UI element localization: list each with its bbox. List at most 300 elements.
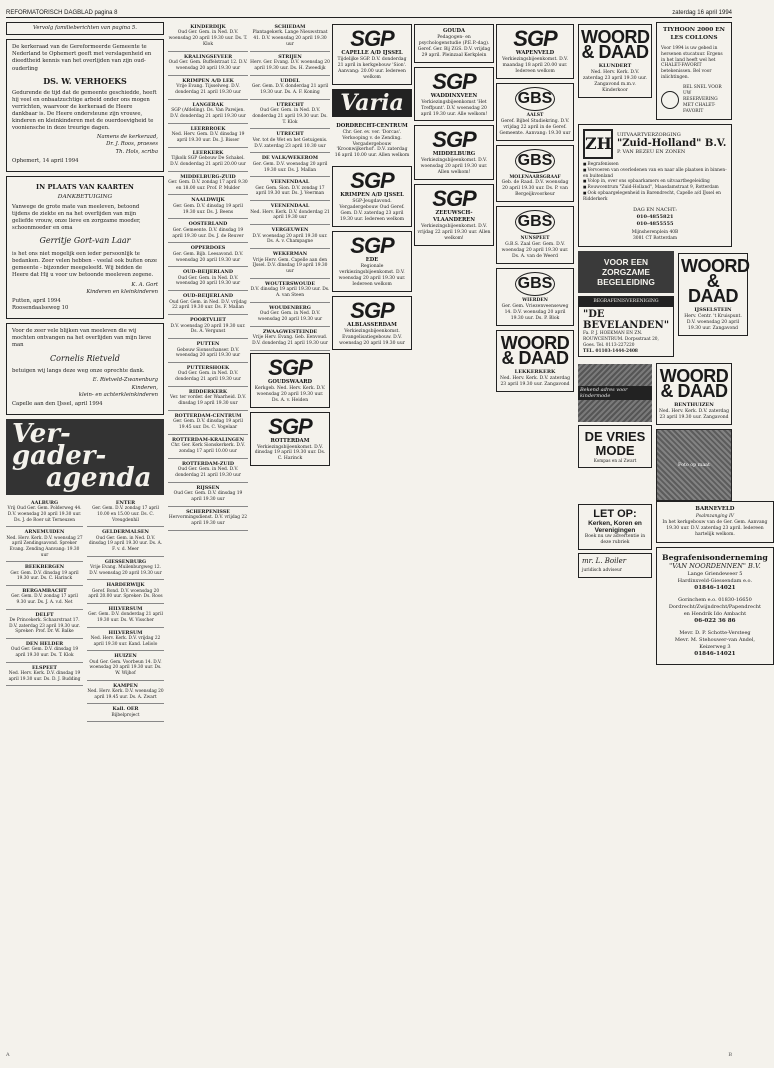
agenda-entry [250, 100, 330, 130]
ad-place: NUNSPEET [520, 236, 550, 242]
ad-body: Tijdelijke SGP. D.V. donderdag 21 april in kerkgebouw 'Sion'. Aanvang: 20.00 uur. Iedereen welkom [337, 56, 407, 80]
entry-place: VERGEUWEN [271, 227, 309, 234]
agenda-entry [250, 76, 330, 100]
ad-place: IJSSELSTEIN [694, 306, 732, 313]
notice-place: Putten, april 1994 Roosendaalseweg 10 [12, 297, 69, 311]
woord-daad-ad [578, 24, 652, 98]
ad-body: Ned. Herv. Kerk. D.V. zaterdag 23 april 19.30 uur. Zangavond m.m.v. Kinderkoor [583, 69, 647, 93]
entry-place: OUD-BEIJERLAND [182, 269, 234, 276]
gbs-logo: GBS [515, 149, 555, 173]
sgp-ad [332, 296, 412, 351]
ad-body: Geb. de Raad. D.V. woensdag 20 april 19.30 uur. Ds. P. van Bergeijkvoorkeur [501, 180, 569, 198]
entry-body: Ger. Gem. D.V. dinsdag 19 april 19.30 uur. Ds. J. Beens [173, 203, 243, 215]
agenda-entry [250, 153, 330, 177]
ad-place: BENTHUIZEN [674, 402, 714, 409]
sgp-ad [496, 24, 574, 79]
entry-place: DELFT [35, 611, 54, 618]
agenda-entry [168, 52, 248, 76]
ad-place: KRIMPEN A/D IJSSEL [340, 192, 404, 199]
entry-body: Ger. Gem. D.V. donderdag 21 april 19.30 uur. Ds. A. F. Koning [251, 84, 329, 95]
entry-body: Oud Ger. Gem. in Ned. D.V. woensdag 20 april 19.30 uur. Ds. T. Klok [168, 30, 248, 47]
agenda-entry [168, 219, 248, 243]
entry-place: ENTER [115, 500, 136, 507]
gbs-ad [496, 145, 574, 203]
ad-place: GOUDA [443, 28, 465, 34]
entry-place: KAMPEN [113, 682, 138, 689]
agenda-entry [168, 195, 248, 219]
letop-ad [578, 504, 652, 550]
entry-body: Ger. Gem. D.V. dinsdag 19 april 19.30 uur. Ds. C. Harinck [10, 570, 79, 582]
ad-bar: BEGRAFENISVERENIGING [579, 297, 673, 307]
firm-pre: UITVAARTVERZORGING [617, 131, 681, 138]
entry-body: Ger. Gem. D.V. donderdag 21 april 19.30 uur. Ds. W. Visscher [88, 612, 163, 624]
entry-body: Bijbelproject [111, 712, 140, 718]
letop-title: LET OP: [593, 508, 637, 521]
chalet-logo-icon [661, 91, 679, 109]
dordrecht-notice [332, 120, 412, 163]
addr-6: Mevr. D. P. Schotte-Versteeg [679, 629, 751, 636]
ad-body: Voor 1994 is uw gebed in hersenen stucatuur. Ergens in het land heeft wel het CHALET-FAVORIT betekenissen. Bel voor inlichtingen. [661, 45, 723, 81]
gbs-logo: GBS [515, 210, 555, 234]
ad-place: ROTTERDAM [270, 437, 310, 444]
entry-body: Ger. Gemeente. D.V. dinsdag 19 april 19.30 uur. Ds. J. de Reuver [172, 227, 244, 239]
ad-place: MIDDELBURG [432, 151, 476, 158]
entry-place: LEERKERK [192, 149, 224, 156]
entry-place: ROTTERDAM-ZUID [181, 460, 235, 467]
notice-place: Ophemert, 14 april 1994 [12, 157, 79, 164]
sgp-ad [250, 353, 330, 408]
entry-place: WEKERMAN [272, 251, 308, 258]
agenda-entry [168, 22, 248, 52]
addr-7: Mevr. M. Stehouwer-van Andel, Keizerweg 3 [674, 636, 756, 650]
zuid-holland-ad [578, 124, 732, 247]
service-item: ■ Ook opbaargelegenheid in Barendrecht, Capelle a/d IJssel en Ridderkerk [583, 191, 727, 203]
banner-line-2: gader- [12, 441, 107, 472]
agenda-entry [168, 172, 248, 196]
agenda-entry [87, 704, 164, 722]
agenda-entry [168, 483, 248, 507]
gbs-logo: GBS [515, 272, 555, 296]
agenda-entry [87, 604, 164, 628]
photo-caption: Bekend adres voor kindermode [578, 386, 652, 400]
agenda-entry [87, 557, 164, 581]
agenda-entry [168, 459, 248, 483]
entry-body: Ned. Herv. Kerk. D.V. vrijdag 22 april 19.30 uur. Kand. Leliolo [90, 636, 161, 647]
ad-body: Chr. Ger. ev. ver. 'Dorcas'. Verkooping v. de Zending. Vergadergebouw 'Kroonwijkerhof'. D.V. zaterdag 16 april 10.00 uur. Allen welkom [334, 129, 410, 159]
agenda-entry [168, 267, 248, 291]
entry-body: Ned. Herv. Kerk. D.V. donderdag 21 april 19.30 uur [250, 209, 330, 221]
addr-5: en Hendrik Ido Ambacht [683, 610, 747, 617]
entry-place: RIJSSEN [196, 484, 220, 491]
phone-1: 010-4855821 [636, 213, 674, 220]
sgp-ad [414, 184, 494, 246]
agenda-entry [6, 586, 83, 610]
zh-logo-icon: ZH [583, 129, 613, 159]
entry-body: Chr. Ger. Kerk Sionskerkerk. D.V. zondag 17 april 10.00 uur [171, 443, 245, 455]
entry-body: Ver. ter vorder. der Waarheid. D.V. dinsdag 19 april 19.30 uur [169, 395, 247, 407]
ad-body: ROUWCENTRUM. Dorpsstraat 20, Goes. Tel. 0113-227220 [583, 337, 659, 348]
entry-body: Vrij Oud Ger. Gem. Polderweg 44. D.V. woensdag 20 april 19.30 uur. Ds. J. de Roer uit Terneuzen [7, 506, 82, 523]
column-ads-6 [496, 22, 574, 396]
notice-intro: Voor de zeer vele blijken van meeleven die wij mochten ontvangen na het overlijden van mijn lieve man [12, 328, 152, 349]
agenda-entry [168, 100, 248, 124]
entry-body: Oud Ger. Gem. in Ned. D.V. vrijdag 22 april 19.30 uur. Ds. F. Mallan [169, 299, 247, 311]
ad-body: Verkiezingsbijeenkomst. Evangelisatiegebouw. D.V. woensdag 20 april 19.30 uur [339, 328, 405, 346]
entry-body: SGP (Afdeling). Ds. Van Pareijen. D.V. donderdag 21 april 19.30 uur [170, 108, 246, 119]
notice-name: Cornelis Rietveld [50, 353, 120, 363]
services-list [583, 162, 727, 203]
ad-place: LEKKERKERK [514, 368, 556, 375]
dag-nacht-label: DAG EN NACHT: [633, 206, 677, 213]
entry-place: HILVERSUM [108, 606, 143, 613]
ad-sub: Psalmzanging IV [695, 513, 734, 519]
ad-sub: Fa. P. J. HOEKMAN EN ZN. [583, 331, 643, 337]
agenda-entry [250, 201, 330, 225]
agenda-entry [168, 387, 248, 411]
gbs-logo: GBS [515, 87, 555, 111]
entry-place: GIESSENBURG [104, 558, 147, 565]
ad-title: TIYHOON 2000 EN LES COLLONS [663, 27, 725, 41]
agenda-entry [168, 435, 248, 459]
entry-body: Oud Ger. Gem. in Ned. D.V. donderdag 21 april 19.30 uur [175, 371, 241, 383]
notice-gerritje [6, 176, 164, 319]
entry-place: DE VALK/WEKEROM [261, 155, 319, 162]
letop-body: Boek nu uw advertentie in deze rubriek [584, 534, 646, 546]
entry-place: VEENENDAAL [270, 179, 310, 186]
entry-body: Oud Ger. Gem. D.V. dinsdag 19 april 19.30 uur. Ds. T. Klok [10, 647, 79, 659]
sgp-ad [250, 412, 330, 467]
entry-body: Vrije Herv. Evang. Geb. Eenvoud. D.V. donderdag 21 april 19.30 uur [252, 335, 328, 347]
notice-verhoeks [6, 39, 164, 172]
sgp-logo: SGP [432, 186, 476, 212]
ad-body: Verkiezingsbijeenkomst. D.V. woensdag 20 april 19.30 uur. Allen welkom! [420, 158, 488, 176]
entry-body: Ger. Gem. D.V. zondag 17 april 9.30 en 18.00 uur. Prof. P. Mulder [168, 179, 248, 191]
agenda-entry [250, 52, 330, 76]
phone-2: 010-4855555 [636, 220, 674, 227]
boiler-card [578, 553, 652, 578]
woord-daad-logo: WOORD & DAAD [500, 332, 570, 368]
card-body: juridisch adviseur [582, 568, 622, 574]
entry-body: Plantagekerk. Lange Nieuwstraat 41. D.V. woensdag 20 april 19.30 uur [252, 30, 328, 47]
agenda-entry [6, 562, 83, 586]
entry-place: OPPERDOES [190, 245, 226, 252]
service-item: ■ Vervoeren van overledenen van en naar alle plaatsen in binnen- en buitenland [583, 168, 727, 180]
woord-daad-ad [656, 363, 732, 425]
column-agenda-3 [250, 22, 330, 470]
ad-phone: BEL SNEL VOOR UW RESERVERING MET CHALET-FAVORIT [683, 85, 722, 114]
notice-sign: K. A. Gort Kinderen en kleinkinderen [86, 281, 158, 295]
firm-sub: P. VAN BEZEU EN ZONEN [617, 149, 686, 156]
service-item: ■ Rouwcentrum "Zuid-Holland", Maasdamstraat 9, Rotterdam [583, 185, 727, 191]
entry-place: AALBURG [30, 500, 59, 507]
agenda-entry [250, 225, 330, 249]
entry-body: Ger. Gem. D.V. zondag 17 april 10.00 en 15.00 uur. Ds. C. Vreugdenhil [92, 506, 159, 523]
entry-body: De Princekerk. Schaarstraat 17. D.V. zaterdag 23 april 19.30 uur. Spreker: Prof. Dr. W. Balke [9, 618, 80, 635]
banner-line-1: Ver- [12, 419, 71, 450]
column-ads-7 [578, 22, 768, 665]
woord-daad-logo: WOORD & DAAD [681, 255, 750, 306]
ad-body: Verkiezingsbijeenkomst. D.V. maandag 18 april 20.00 uur. Iedereen welkom [502, 56, 568, 74]
ad-place: KLUNDERT [598, 63, 632, 69]
entry-place: SCHIEDAM [274, 24, 306, 30]
sgp-logo: SGP [268, 354, 312, 380]
agenda-entry [6, 610, 83, 639]
agenda-entry [250, 22, 330, 52]
ad-body: Pedagogen- en psychologenstudie (P.E.P.-dag). Geref. Ger. Bij ZGS. D.V. vrijdag 29 april. Pleinzaal Kerkplein [417, 34, 491, 58]
ad-body: Kerkgeb. Ned. Herv. Kerk. D.V. woensdag 20 april 19.30 uur. Ds. A. v. Heiden [254, 385, 326, 403]
address: Mijnsherenplein 40B 3081 CT Rotterdam [631, 229, 679, 241]
entry-place: UTRECHT [276, 101, 304, 108]
devries-mode-ad [578, 425, 652, 468]
notice-name: Gerritje Gort-van Laar [39, 236, 131, 246]
notice-sign: E. Rietveld-Zwanenburg Kinderen, klein- en achterkleinkinderen [78, 377, 158, 398]
sgp-logo: SGP [350, 233, 394, 258]
gbs-ad [496, 268, 574, 326]
ad-place: GOUDSWAARD [267, 378, 313, 385]
phone-3: 01846-14021 [694, 650, 736, 657]
footer-right: B [728, 1052, 732, 1058]
entry-body: Ned. Herv. Kerk. D.V. woensdag 20 april 19.45 uur. Ds. A. Zwart [87, 689, 164, 700]
agenda-entry [250, 303, 330, 327]
entry-body: Gebouw Sionsschanser. D.V. woensdag 20 april 19.30 uur [175, 347, 241, 359]
entry-place: NAALDWIJK [191, 197, 225, 204]
entry-place: HARDERWIJK [106, 582, 145, 589]
ad-body: Ned. Herv. Kerk. D.V. zaterdag 23 april 19.30 uur. Zangavond [659, 409, 729, 421]
ad-place: ALBLASSERDAM [347, 321, 397, 328]
kindermode-photo [578, 364, 652, 422]
notice-vervolg [6, 22, 164, 35]
sgp-ad [414, 125, 494, 180]
agenda-entry [6, 663, 83, 687]
sgp-logo: SGP [268, 413, 312, 439]
entry-place: RIDDERKERK [188, 389, 228, 396]
entry-place: ZWAAGWESTEINDE [262, 328, 318, 335]
agenda-left-column [6, 498, 83, 722]
entry-place: LEERBROEK [190, 125, 226, 132]
agenda-entry [250, 129, 330, 153]
entry-place: ROTTERDAM-KRALINGEN [172, 437, 244, 444]
vervolg-text: Vervolg familieberichten van pagina 5. [33, 25, 137, 31]
barneveld-ad [656, 501, 774, 543]
entry-body: Tijkolk SGP Gebouw De Schakel. D.V. donderdag 21 april 20.00 uur [170, 155, 246, 167]
entry-place: ELSPEET [32, 664, 57, 671]
entry-place: ROTTERDAM-CENTRUM [174, 413, 242, 420]
ad-title: Begrafenisonderneming [662, 552, 768, 562]
ad-body: Herv. Centr. 't Kruispunt. D.V. woensdag 20 april 19.30 uur. Zangavond [684, 313, 742, 331]
entry-place: UTRECHT [276, 131, 304, 138]
entry-place: POORTVLIET [190, 317, 226, 324]
notice-place: Capelle aan den IJssel, april 1994 [12, 400, 103, 407]
addr-4: Dordrecht/Zwijndrecht/Papendrecht [668, 603, 761, 610]
entry-place: PUTTERSHOEK [186, 365, 230, 372]
ad-body: Ger. Gem. Vriezenveenseweg 14. D.V. woensdag 20 april 19.30 uur. Ds. P. Blok [501, 303, 569, 321]
entry-body: Oud Ger. Gem. in Ned. D.V. donderdag 21 april 19.30 uur [175, 467, 241, 479]
ad-place: WIERDEN [522, 298, 548, 303]
ad-body: Verkiezingsbijeenkomst. D.V. vrijdag 22 april 19.30 uur. Allen welkom! [417, 224, 491, 241]
entry-body: Ned. Herv. Kerk. D.V. dinsdag 19 april 19.30 uur. Ds. D. J. Budding [8, 671, 81, 682]
entry-body: Geref. Bond. D.V. woensdag 20 april 20.00 uur. Spreker: Ds. Roos [88, 588, 163, 600]
entry-body: Ver. tot de Wet en het Getuigenis. D.V. zaterdag 23 april 10.30 uur [252, 137, 328, 149]
entry-place: DEN HELDER [25, 641, 64, 648]
sgp-logo: SGP [432, 68, 476, 94]
tyhoon-ad [656, 22, 732, 120]
column-ads-4 [332, 22, 412, 354]
zorgzame-banner: VOOR EEN ZORGZAME BEGELEIDING [578, 251, 674, 293]
woord-daad-ad [678, 253, 748, 336]
addr-1: Lange Griendeweer 5 [687, 571, 743, 578]
sgp-logo: SGP [513, 26, 557, 51]
agenda-entry [168, 124, 248, 148]
agenda-entry [250, 327, 330, 351]
agenda-entry [168, 243, 248, 267]
sgp-logo: SGP [350, 297, 394, 323]
addr-2: Hardinxveld-Giessendam e.o. [677, 578, 753, 585]
ad-body: Regionale verkiezingsbijeenkomst. D.V. woensdag 20 april 19.30 uur. Iedereen welkom [338, 263, 406, 287]
agenda-list [6, 498, 164, 722]
agenda-entry [250, 279, 330, 303]
agenda-entry [87, 527, 164, 556]
entry-body: D.V. woensdag 20 april 19.30 uur. Ds. A. v. Champagne [252, 233, 328, 245]
entry-place: LANGERAK [192, 101, 224, 108]
agenda-entry [168, 507, 248, 531]
entry-place: WOUTERSWOUDE [265, 280, 315, 287]
photo-ad [656, 429, 732, 501]
entry-body: Oud Ger. Gem. in Ned. D.V. woensdag 20 april 19.30 uur [175, 275, 241, 287]
notice-cornelis [6, 323, 164, 415]
sgp-ad [332, 24, 412, 85]
agenda-entry [6, 527, 83, 562]
agenda-entry [168, 76, 248, 100]
addr-3: Gorinchem e.o. 01830-16650 [678, 596, 752, 603]
column-notices [6, 22, 164, 722]
sgp-ad [414, 67, 494, 122]
notice-sign: Namens de kerkeraad, Dr. J. Roos, praeses Th. Hols, scriba [96, 134, 158, 155]
card-name: mr. L. Boiler [582, 557, 627, 566]
ad-body: Verkiezingsbijeenkomst. D.V. dinsdag 19 april 19.30 uur. Ds. C. Harinck [254, 444, 326, 462]
notice-title: IN PLAATS VAN KAARTEN [36, 182, 134, 191]
entry-place: KINDERDIJK [190, 24, 226, 30]
agenda-entry [87, 681, 164, 705]
woord-daad-logo: WOORD & DAAD [581, 27, 650, 62]
notice-intro: De kerkeraad van de Gereformeerde Gemeente te Nederland te Ophemert geeft met verslagenheid en dieedtheid kennis van het overlijden van zijn oud-ouderling [12, 44, 152, 72]
entry-body: Vrije Evang. Muilenburgweg 12. D.V. woensdag 20 april 19.30 uur [89, 565, 162, 576]
agenda-entry [168, 411, 248, 435]
notice-body: Gedurende de tijd dat de gemeente geschiedde, heeft hij veel en onbaatzuchtige arbeid onder ons mogen verrichten, waarvoor de kerkeraad de Heere dankbaar is. De Heere ondersteune zijn vrouwe, kinderen en kleinkinderen met de ouerdoevigheid te vooniensche in deze treurige dagen. [12, 89, 157, 132]
varia-banner: Varia [332, 89, 412, 117]
entry-body: Ger. Gem. D.V. woensdag 20 april 19.30 uur. Ds. J. Mallan [252, 161, 328, 173]
entry-body: Oud Ger. Gem. in Ned. D.V. donderdag 21 april 19.30 uur. Ds. T. Klok [252, 108, 328, 125]
ad-body: Ned. Herv. Kerk. D.V. zaterdag 23 april 19.30 uur. Zangavond [500, 375, 570, 387]
phone-2: 06-022 36 86 [694, 617, 736, 624]
entry-place: HUIZEN [114, 653, 137, 660]
entry-body: D.V. woensdag 20 april 19.30 uur. Ds. A. Vergunst [170, 323, 246, 335]
entry-body: Oud Ger. Gem. Voorbeun 14. D.V. woensdag 20 april 19.30 uur. Ds. W. Wijhof [89, 659, 162, 677]
entry-place: BERGAMBACHT [22, 588, 67, 595]
ad-place: DORDRECHT-CENTRUM [336, 122, 408, 129]
entry-body: Ger. Gem. D.V. dinsdag 19 april 19.45 uur. Ds. C. Vogelaar [173, 419, 243, 431]
ad-place: WADDINXVEEN [430, 92, 478, 99]
ad-place: MOLENAARSGRAAF [509, 174, 561, 180]
gbs-ad [496, 83, 574, 141]
newspaper-title: REFORMATORISCH DAGBLAD pagina 8 [6, 10, 118, 16]
agenda-entry [168, 148, 248, 172]
woord-daad-logo: WOORD & DAAD [659, 366, 729, 402]
entry-place: MIDDELBURG-ZUID [180, 173, 236, 180]
agenda-entry [250, 249, 330, 279]
column-agenda-2 [168, 22, 248, 531]
ad-place: BARNEVELD [695, 506, 735, 513]
agenda-entry [250, 177, 330, 201]
ad-place: WAPENVELD [515, 50, 555, 56]
page-header [6, 4, 732, 18]
entry-body: Herv. Ger. Evang. D.V. woensdag 20 april 19.30 uur. Ds. H. Zweedijk [250, 60, 330, 71]
agenda-entry [168, 315, 248, 339]
agenda-entry [168, 291, 248, 315]
entry-body: Ger. Gem. Bijb. Leesavond. D.V. woensdag 20 april 19.30 uur [172, 251, 244, 263]
sgp-logo: SGP [350, 168, 394, 194]
entry-place: WOUDENBERG [269, 304, 311, 311]
ad-name: "DE BEVELANDEN" [583, 309, 670, 332]
vergader-agenda-banner [6, 419, 164, 495]
ad-place: ZEEUWSCH-VLAANDEREN [433, 210, 475, 224]
agenda-entry [168, 339, 248, 363]
entry-body: Oud Ger. Gem. D.V. dinsdag 19 april 19.30 uur [173, 491, 243, 503]
entry-place: PUTTEN [196, 341, 220, 348]
page-date: zaterdag 16 april 1994 [672, 10, 732, 16]
entry-place: GELDERMALSEN [102, 529, 149, 536]
entry-place: SCHERPENISSE [186, 508, 230, 515]
entry-body: Vrije Herv. Gem. Capelle aan den IJssel. D.V. dinsdag 19 april 19.30 uur [252, 257, 328, 275]
ad-place: CAPELLE A/D IJSSEL [341, 50, 403, 56]
agenda-right-column [87, 498, 164, 722]
entry-place: BEEKBERGEN [24, 564, 65, 571]
notice-body-2: is het ons niet mogelijk een ieder persoonlijk te bedanken. Zeer velen hebben - veelal ook buiten onze gemeente - bijzonder meegeleefd. Wij bidden de Heere dat Hij u voor uw betoonde meeleven zegene. [12, 250, 157, 279]
entry-place: KRIMPEN A/D LEK [182, 77, 234, 84]
entry-body: Oud Ger. Gem. in Ned. D.V. dinsdag 19 april 19.30 uur. Ds. A. F. v. d. Meer [88, 535, 163, 553]
agenda-entry [6, 639, 83, 663]
entry-place: HILVERSUM [108, 629, 143, 636]
firm-name: "Zuid-Holland" B.V. [617, 138, 727, 150]
agenda-list-3 [250, 22, 330, 351]
ad-body: Verkiezingsbijeenkomst 'Het Treffpunt'. D.V. woensdag 20 april 19.30 uur. Alle welkom! [420, 99, 488, 117]
ad-body: G.B.S. Zaal Ger. Gem. D.V. woensdag 20 april 19.30 uur. Ds. A. van de Weerd [501, 242, 569, 260]
ad-body: Geref. Bijbel Studiekring. D.V. vrijdag 22 april in de Geref. Gemeente. Aanvang: 19.30 uur [499, 118, 571, 136]
agenda-entry [87, 498, 164, 527]
service-item: ■ Volop in, over ons opbaarkamers en uitvaartbegeleiding [583, 179, 727, 185]
ad-body: SGP-Jeugdavond. Vergadergebouw Oud Geref. Gem. D.V. zaterdag 23 april 19.30 uur. Iedereen welkom [339, 199, 405, 223]
ad-place: EDE [365, 257, 379, 263]
agenda-entry [87, 628, 164, 652]
notice-name: DS. W. VERHOEKS [43, 75, 127, 86]
entry-body: Ned. Herv. Gem. D.V. dinsdag 19 april 19.30 uur. Ds. J. Bisser [171, 131, 245, 143]
devries-sub: Kompas en al Zwart [593, 458, 637, 464]
agenda-entry [87, 651, 164, 680]
entry-place: OOSTERLAND [188, 221, 228, 228]
entry-place: OUD-BEIJERLAND [182, 293, 234, 300]
sgp-logo: SGP [432, 127, 476, 153]
entry-place: ARNEMUIDEN [24, 529, 65, 536]
service-item: ■ Begrafenissen [583, 162, 727, 168]
entry-place: UDDEL [280, 77, 300, 84]
notice-body: betuigen wij langs deze weg onze oprechte dank. [12, 368, 145, 375]
notice-subtitle: DANKBETUIGING [57, 193, 113, 200]
entry-body: Vrije Evang. Tijsselweg. D.V. donderdag 21 april 19.30 uur [175, 84, 241, 95]
entry-body: Oud Ger. Gem. Buffelstraat 12. D.V. woensdag 20 april 19.30 uur [168, 60, 248, 71]
agenda-entry [6, 498, 83, 527]
entry-body: Hervormingsdienst. D.V. vrijdag 22 april 19.30 uur [168, 515, 248, 527]
entry-place: Kall. OER [112, 706, 139, 713]
gouda-notice [414, 24, 494, 63]
